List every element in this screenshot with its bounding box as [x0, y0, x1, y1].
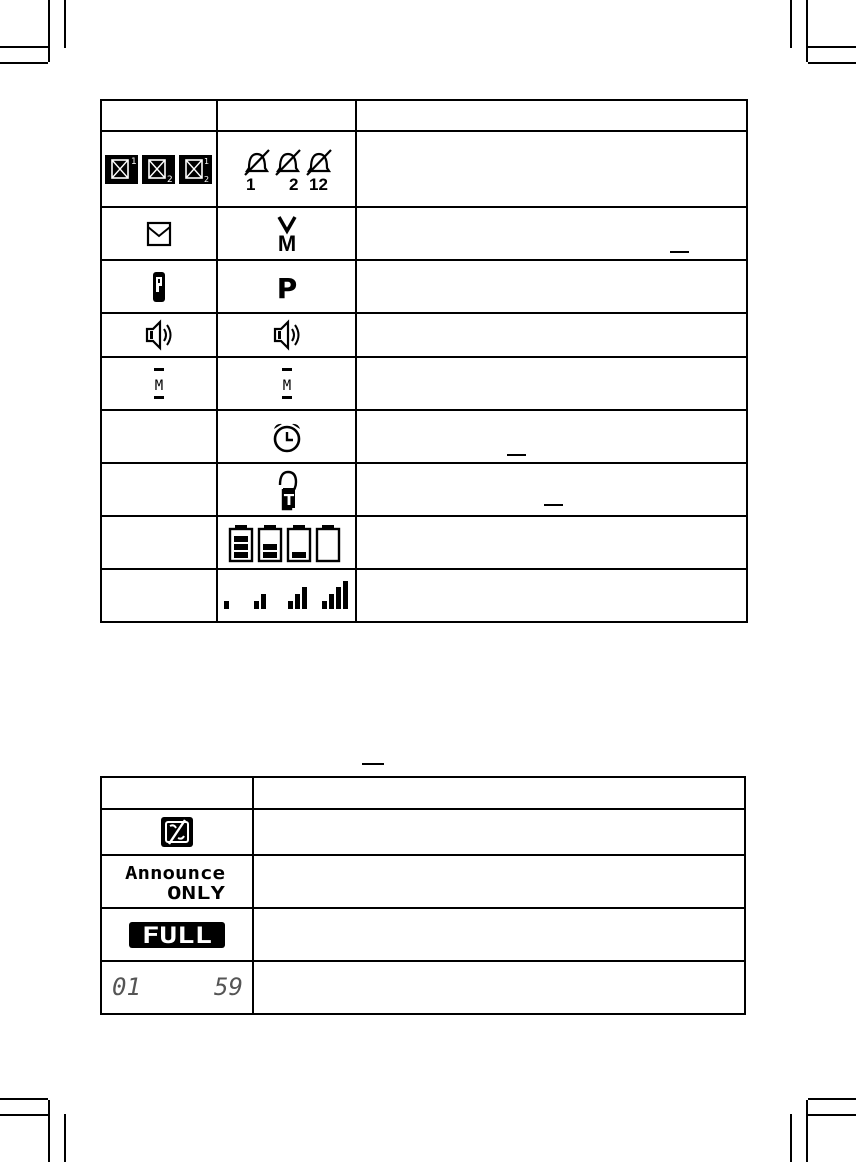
svg-text:1: 1 — [245, 175, 255, 192]
header-cell-description — [356, 100, 747, 131]
table-row — [101, 313, 747, 357]
table-row — [101, 410, 747, 463]
underline-mark — [670, 251, 689, 253]
missed-call-bell-icons — [217, 131, 356, 207]
table-row — [101, 516, 747, 569]
description-cell — [356, 357, 747, 410]
table-row — [101, 809, 745, 855]
svg-text:2: 2 — [167, 175, 173, 185]
description-cell — [253, 809, 745, 855]
table-row — [101, 207, 747, 260]
answering-off-icon — [101, 809, 253, 855]
m-marker-icon — [101, 357, 217, 410]
alarm-clock-icon — [217, 410, 356, 463]
table-row — [101, 260, 747, 313]
announce-only-text — [101, 855, 253, 908]
speaker-icon — [217, 313, 356, 357]
memory-full-text — [101, 908, 253, 961]
header-cell-description — [253, 777, 745, 809]
m-marker-icon — [217, 357, 356, 410]
svg-text:2: 2 — [288, 175, 298, 192]
description-cell — [356, 260, 747, 313]
svg-text:12: 12 — [308, 175, 328, 192]
table-row — [101, 357, 747, 410]
table-row — [101, 131, 747, 207]
svg-text:M: M — [277, 230, 296, 253]
display-table-header — [101, 777, 745, 809]
empty-icon-cell — [101, 569, 217, 622]
underline-mark — [507, 454, 526, 456]
voicemail-icon — [217, 207, 356, 260]
description-cell — [356, 463, 747, 516]
header-cell-display — [101, 777, 253, 809]
svg-text:M: M — [282, 377, 291, 394]
svg-text:2: 2 — [204, 175, 210, 184]
display-table — [100, 776, 746, 1015]
icons-table — [100, 99, 748, 623]
description-cell — [356, 410, 747, 463]
svg-text:ONLY: ONLY — [167, 882, 226, 902]
svg-text:T: T — [283, 490, 294, 509]
hearing-aid-t-icon — [217, 463, 356, 516]
speaker-icon — [101, 313, 217, 357]
table-row — [101, 463, 747, 516]
underline-mark — [362, 763, 384, 765]
svg-text:P: P — [276, 271, 297, 302]
p-icon — [217, 260, 356, 313]
svg-text:1: 1 — [131, 157, 137, 167]
battery-levels-icon — [217, 516, 356, 569]
empty-icon-cell — [101, 410, 217, 463]
svg-text:Announce: Announce — [125, 862, 226, 884]
svg-text:59: 59 — [214, 973, 243, 1001]
table-row — [101, 908, 745, 961]
empty-icon-cell — [101, 463, 217, 516]
empty-icon-cell — [101, 516, 217, 569]
icons-table-header — [101, 100, 747, 131]
svg-text:M: M — [154, 377, 164, 394]
description-cell — [253, 908, 745, 961]
description-cell — [356, 207, 747, 260]
svg-text:FULL: FULL — [142, 923, 212, 949]
table-row — [101, 569, 747, 622]
description-cell — [356, 569, 747, 622]
envelope-icon — [101, 207, 217, 260]
header-cell-handset — [101, 100, 217, 131]
signal-strength-icon — [217, 569, 356, 622]
description-cell — [356, 516, 747, 569]
description-cell — [253, 855, 745, 908]
description-cell — [356, 313, 747, 357]
svg-text:01: 01 — [112, 973, 141, 1001]
table-row — [101, 961, 745, 1014]
answering-machine-message-icons — [101, 131, 217, 207]
description-cell — [253, 961, 745, 1014]
phone-p-icon — [101, 260, 217, 313]
message-counter-digits — [101, 961, 253, 1014]
header-cell-base — [217, 100, 356, 131]
table-row — [101, 855, 745, 908]
svg-text:1: 1 — [204, 157, 210, 166]
underline-mark — [544, 504, 563, 506]
description-cell — [356, 131, 747, 207]
